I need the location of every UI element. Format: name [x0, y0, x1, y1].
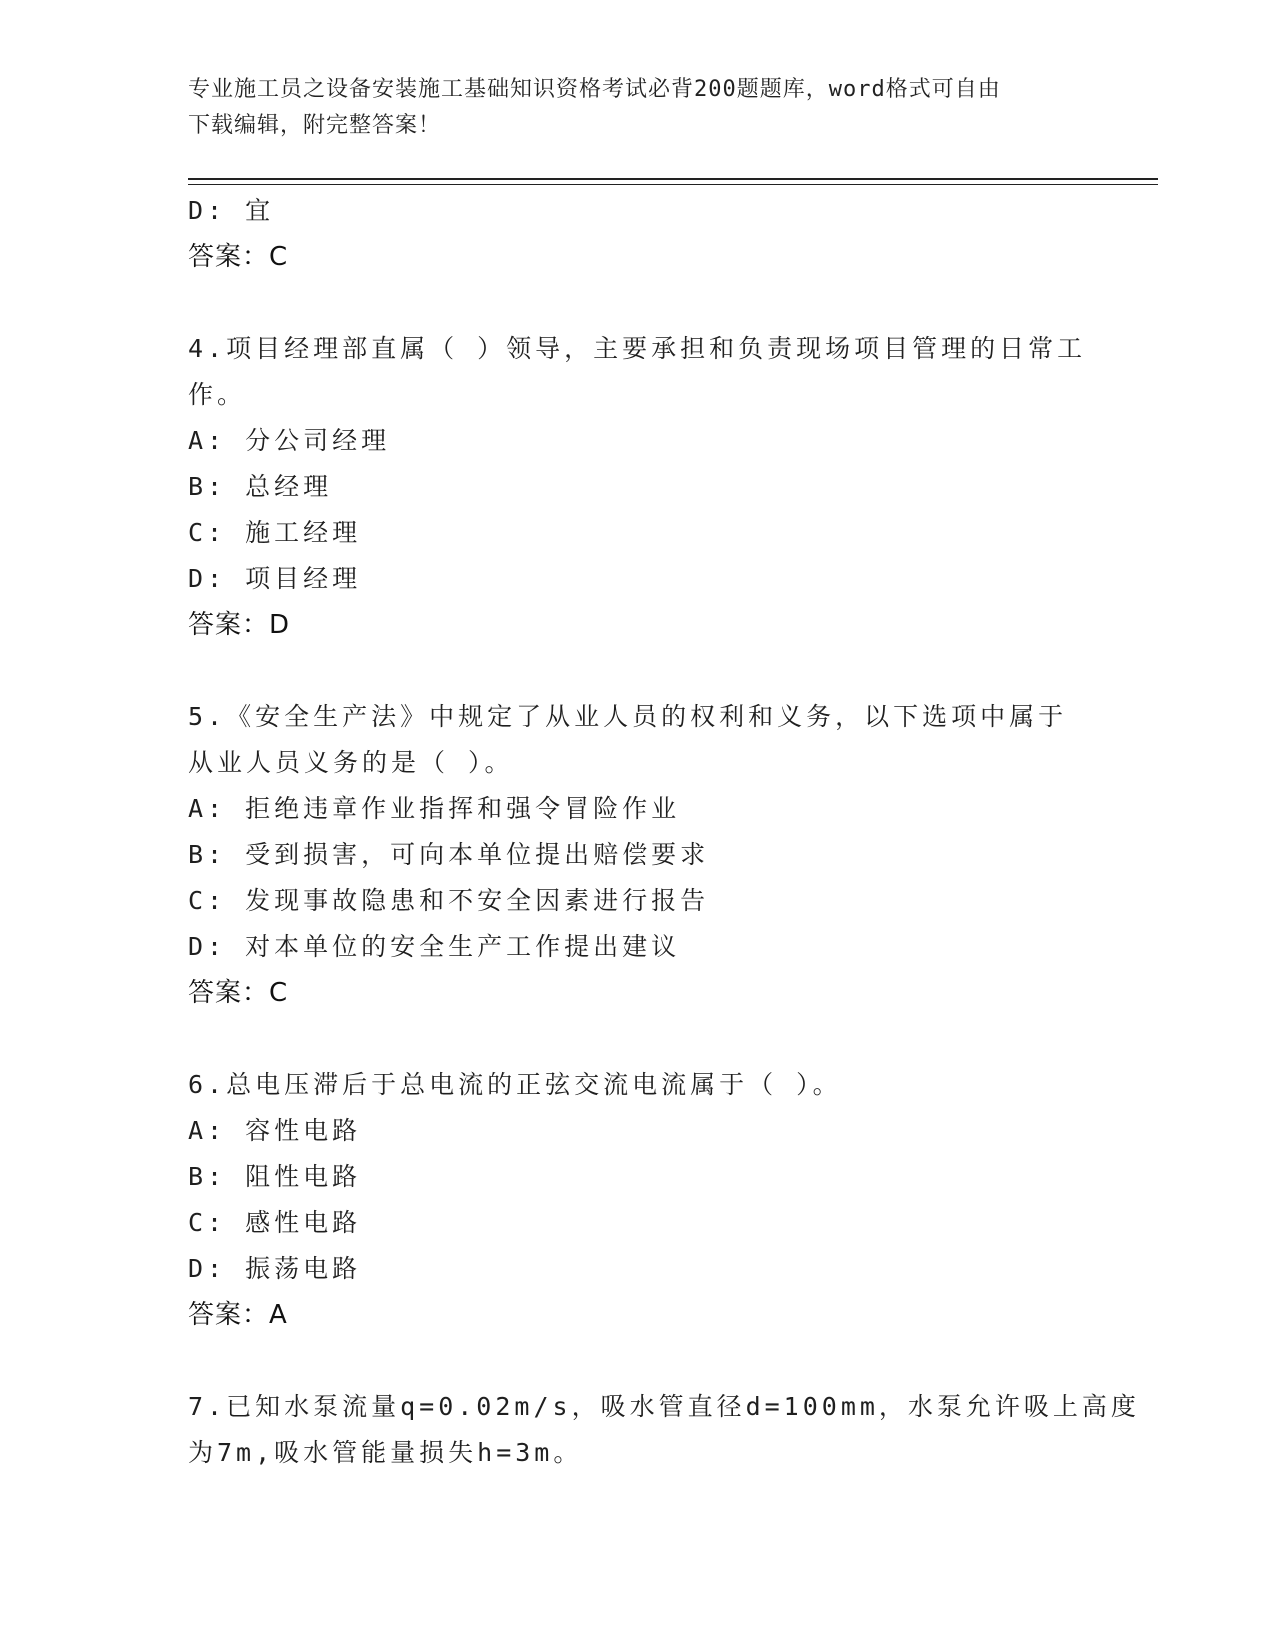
- q4-option-c: C: 施工经理: [188, 518, 362, 547]
- q4-option-a: A: 分公司经理: [188, 426, 391, 455]
- q5-option-c: C: 发现事故隐患和不安全因素进行报告: [188, 886, 710, 915]
- question-6: [188, 1062, 1088, 1338]
- q5-option-b: B: 受到损害，可向本单位提出赔偿要求: [188, 840, 710, 869]
- q6-stem-line-1: 6.总电压滞后于总电流的正弦交流电流属于（ ）。: [188, 1070, 842, 1099]
- header-rule-thick: [188, 178, 1158, 180]
- question-5: [188, 694, 1088, 1016]
- q6-option-a: A: 容性电路: [188, 1116, 362, 1145]
- question-list: [188, 188, 1140, 1476]
- q5-stem-line-2: 从业人员义务的是（ ）。: [188, 748, 514, 777]
- spacer: [188, 1016, 1088, 1062]
- question-7: [188, 1384, 1140, 1476]
- spacer: [188, 1338, 1088, 1384]
- q4-option-b: B: 总经理: [188, 472, 333, 501]
- q7-stem-line-2: 为7m,吸水管能量损失h=3m。: [188, 1438, 583, 1467]
- header-line-1: 专业施工员之设备安装施工基础知识资格考试必背200题题库，word格式可自由: [188, 77, 1001, 102]
- q6-answer: 答案：A: [188, 1300, 288, 1330]
- q3-option-d: D: 宜: [188, 196, 275, 225]
- q4-stem-line-2: 作。: [188, 380, 247, 409]
- q4-stem-line-1: 4.项目经理部直属（ ）领导，主要承担和负责现场项目管理的日常工: [188, 334, 1087, 363]
- q6-option-b: B: 阻性电路: [188, 1162, 362, 1191]
- document-header: [188, 72, 1088, 144]
- q5-option-d: D: 对本单位的安全生产工作提出建议: [188, 932, 681, 961]
- q5-answer: 答案：C: [188, 978, 289, 1008]
- q5-stem-line-1: 5.《安全生产法》中规定了从业人员的权利和义务，以下选项中属于: [188, 702, 1068, 731]
- q6-option-d: D: 振荡电路: [188, 1254, 362, 1283]
- header-rule-thin: [188, 184, 1158, 185]
- q6-option-c: C: 感性电路: [188, 1208, 362, 1237]
- q4-option-d: D: 项目经理: [188, 564, 362, 593]
- header-line-2: 下载编辑，附完整答案！: [188, 113, 442, 138]
- q7-stem-line-1: 7.已知水泵流量q=0.02m/s，吸水管直径d=100mm，水泵允许吸上高度: [188, 1392, 1140, 1421]
- question-4: [188, 326, 1088, 648]
- q5-option-a: A: 拒绝违章作业指挥和强令冒险作业: [188, 794, 681, 823]
- q4-answer: 答案：D: [188, 610, 291, 640]
- q3-answer: 答案：C: [188, 242, 289, 272]
- spacer: [188, 648, 1088, 694]
- spacer: [188, 280, 1088, 326]
